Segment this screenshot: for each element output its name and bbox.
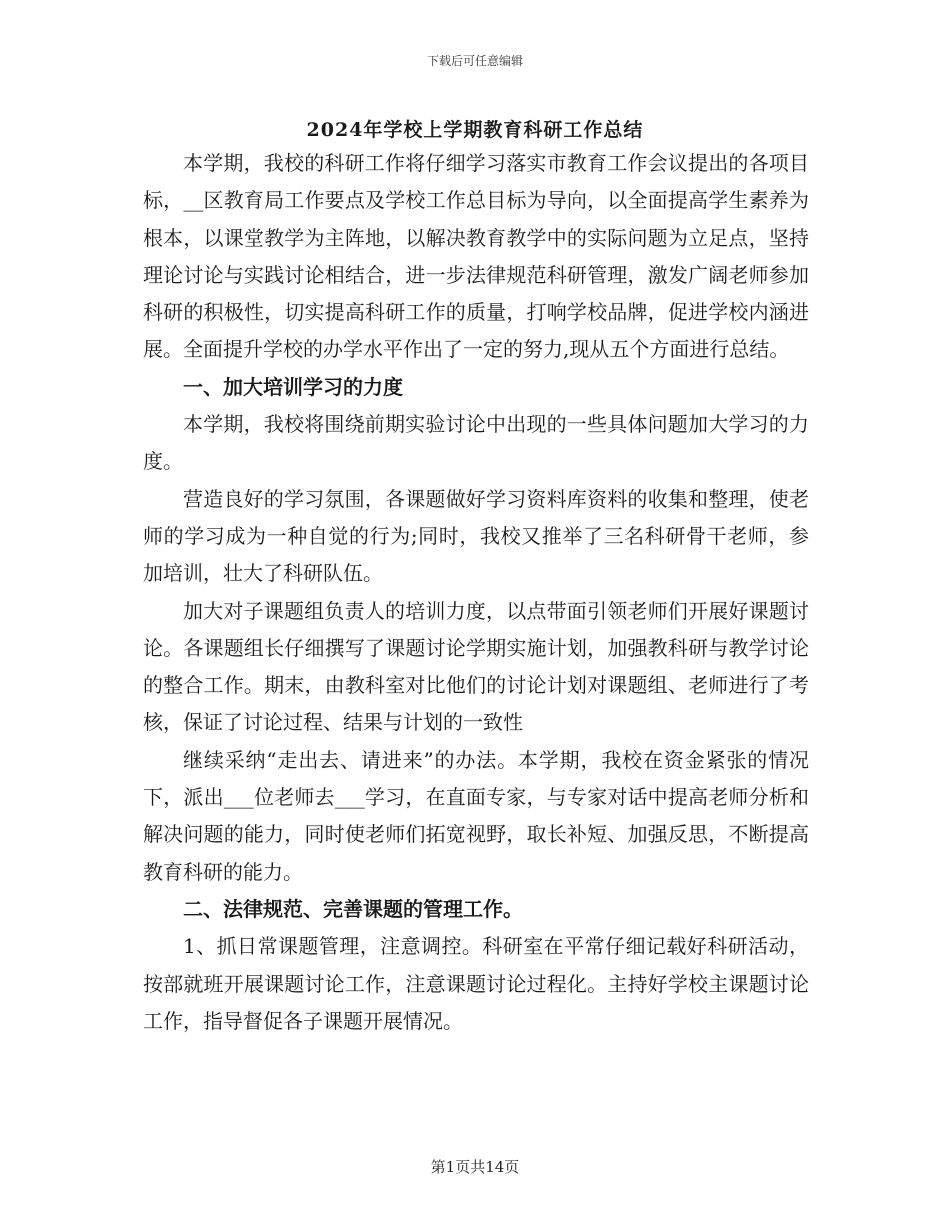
- paragraph-intro: 本学期，我校的科研工作将仔细学习落实市教育工作会议提出的各项目标，__区教育局工作要点及学校工作总目标为导向，以全面提高学生素养为根本，以课堂教学为主阵地，以解决教育教学中的实际问题为立足点，坚持理论讨论与实践讨论相结合，进一步法律规范科研管理，激发广阔老师参加科研的积极性，切实提高科研工作的质量，打响学校品牌，促进学校内涵进展。全面提升学校的办学水平作出了一定的努力,现从五个方面进行总结。: [143, 151, 809, 362]
- paragraph: 本学期，我校将围绕前期实验讨论中出现的一些具体问题加大学习的力度。: [143, 412, 809, 474]
- header-note: 下载后可任意编辑: [426, 54, 523, 68]
- paragraph: 加大对子课题组负责人的培训力度，以点带面引领老师们开展好课题讨论。各课题组长仔细撰写了课题讨论学期实施计划，加强教科研与教学讨论的整合工作。期末，由教科室对比他们的讨论计划对课题组、老师进行了考核，保证了讨论过程、结果与计划的一致性: [143, 598, 809, 735]
- paragraph: 1、抓日常课题管理，注意调控。科研室在平常仔细记载好科研活动，按部就班开展课题讨论工作，注意课题讨论过程化。主持好学校主课题讨论工作，指导督促各子课题开展情况。: [143, 934, 809, 1033]
- page-footer: 第1页共14页: [430, 1158, 520, 1176]
- section-heading-2: 二、法律规范、完善课题的管理工作。: [183, 896, 523, 921]
- document-title: 2024年学校上学期教育科研工作总结: [306, 119, 644, 141]
- paragraph: 营造良好的学习氛围，各课题做好学习资料库资料的收集和整理，使老师的学习成为一种自觉的行为;同时，我校又推举了三名科研骨干老师，参加培训，壮大了科研队伍。: [143, 486, 809, 586]
- section-heading-1: 一、加大培训学习的力度: [183, 374, 403, 399]
- document-body: [143, 145, 809, 1040]
- paragraph: 继续采纳“走出去、请进来”的办法。本学期，我校在资金紧张的情况下，派出___位老师去___学习，在直面专家，与专家对话中提高老师分析和解决问题的能力，同时使老师们拓宽视野，取长补短、加强反思，不断提高教育科研的能力。: [143, 747, 809, 884]
